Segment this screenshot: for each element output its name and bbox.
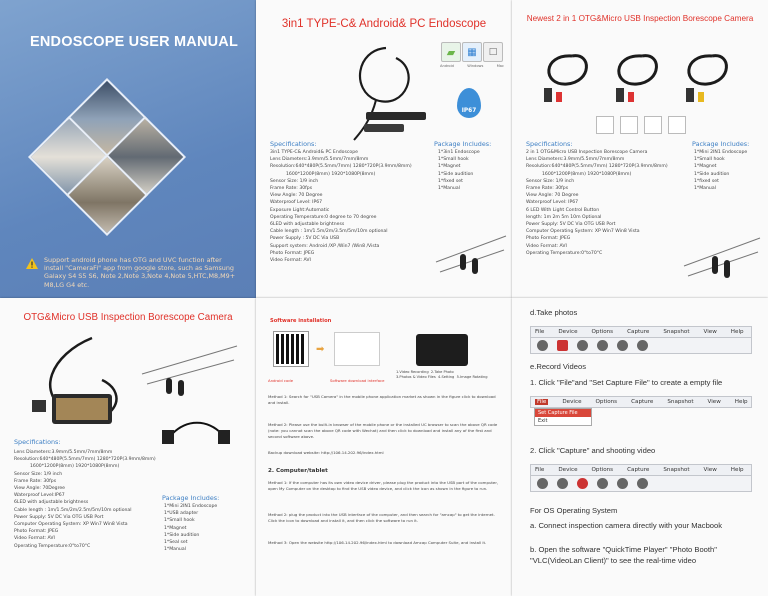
package-item: 1*Side audition	[438, 171, 474, 177]
panel-2in1-borescope	[512, 0, 768, 298]
menu-file[interactable]: File	[535, 467, 545, 473]
spec-item: Exposure Light:Automatic	[270, 207, 330, 213]
otg-borescope-illustration	[12, 334, 242, 450]
hook-magnet-illustration	[682, 230, 762, 286]
spec-item: Resolution:640*480P(5.5mm/7mm) 1280*720P(3.9mm/8mm)	[14, 457, 156, 463]
panel2-package-heading: Package Includes:	[434, 140, 492, 148]
panel4-spec-list	[14, 449, 156, 550]
menu-item-set-capture-file[interactable]: Set Capture File	[535, 409, 591, 417]
os-step-a: a. Connect inspection camera directly with your Macbook	[530, 521, 723, 530]
menu-view[interactable]: View	[703, 467, 717, 473]
package-item: 1*Manual	[164, 547, 186, 553]
panel4-package-list	[164, 503, 217, 553]
menu-view[interactable]: View	[707, 399, 721, 405]
computer-method1-text: Method 1: If the computer has its own video device driver, please plug the product into the USB port of the computer, open My Computer on the desktop to find the USB video device, and click the icon as shown in the figure to run.	[268, 480, 499, 491]
menu-bar-3	[530, 464, 752, 476]
callout-item: 1.Video Recording	[396, 370, 429, 374]
snapshot-icon[interactable]	[557, 340, 568, 351]
spec-item: Resolution:640*480P(5.5mm/7mm) 1280*720P(3.9mm/8mm)	[526, 164, 668, 170]
menu-capture[interactable]: Capture	[631, 399, 654, 405]
package-item: 1*Small hook	[438, 157, 469, 163]
step2-text: 2. Click "Capture" and shooting video	[530, 446, 656, 455]
spec-item: Waterproof Level: IP67	[270, 200, 323, 206]
qr-label-android: Android code	[268, 378, 294, 383]
panel3-package-heading: Package Includes:	[692, 140, 750, 148]
menu-device[interactable]: Device	[562, 399, 582, 405]
toolbar-1	[530, 338, 752, 354]
spec-item: Computer Operating System: XP Win7 Win8 Vista	[14, 522, 128, 528]
panel3-package-list	[694, 149, 747, 192]
pause-icon[interactable]	[617, 478, 628, 489]
os-label-mac: Mac	[496, 64, 504, 68]
package-item: 1*Mini 2IN1 Endoscope	[694, 150, 748, 155]
spec-item: Video Format: AVI	[526, 243, 567, 249]
panel-otg-borescope	[0, 298, 256, 596]
menu-help[interactable]: Help	[734, 399, 748, 405]
package-item: 1*Side audition	[694, 171, 730, 177]
spec-item: Lens Diameters:3.9mm/5.5mm/7mm/8mm	[14, 450, 113, 455]
mac-icon: □	[483, 42, 503, 62]
menu-options[interactable]: Options	[595, 399, 618, 405]
package-item: 1*Magnet	[694, 164, 717, 170]
spec-item: 6LED with adjustable brightness	[14, 500, 89, 506]
record-icon[interactable]	[577, 340, 588, 351]
snapshot-icon[interactable]	[557, 478, 568, 489]
menu-device[interactable]: Device	[558, 467, 578, 473]
computer-method3-text: Method 3: Open the website http://106.14.202.96/index.html to download Amcap Computer Suite, and install it.	[268, 540, 487, 545]
package-item: 1*fixed set	[438, 178, 463, 184]
take-photos-heading: d.Take photos	[530, 308, 578, 317]
menu-options[interactable]: Options	[591, 329, 614, 335]
warning-icon	[26, 258, 38, 269]
spec-item: Photo Format: JPEG	[14, 529, 59, 535]
user-icon[interactable]	[537, 340, 548, 351]
method1-text: Method 1: Search for "USB Camera" in the mobile phone application market as shown in the figure click to download and install.	[268, 394, 496, 405]
spec-item: Power Supply: 5V DC Via OTG USB Port	[526, 222, 616, 228]
file-dropdown	[534, 408, 592, 426]
spec-item: Sensor Size: 1/9 inch	[14, 471, 63, 477]
spec-item: Waterproof Level:IP67	[14, 493, 65, 499]
pause-icon[interactable]	[617, 340, 628, 351]
menu-capture[interactable]: Capture	[627, 467, 650, 473]
qr-label-download: Software download interface	[330, 378, 385, 383]
panel4-title: OTG&Micro USB Inspection Borescope Camera	[23, 312, 233, 323]
step1-text: 1. Click "File"and "Set Capture File" to create a empty file	[530, 378, 723, 387]
spec-item: Waterproof Level: IP67	[526, 200, 579, 206]
panel-capture-instructions	[512, 298, 768, 596]
backup-download-text: Backup download website: http://106.14.202.96/index.html	[268, 450, 384, 455]
computer-method2-text: Method 2: plug the product into the USB interface of the computer, and then search for "amcap" to get the internet. Click the icon to download and install it, and then click the software to run it.	[268, 512, 495, 523]
panel2-title: 3in1 TYPE-C& Android& PC Endoscope	[281, 18, 487, 30]
ip67-drop-icon	[457, 88, 481, 118]
stop-icon[interactable]	[637, 340, 648, 351]
menu-snapshot[interactable]: Snapshot	[667, 399, 694, 405]
spec-item: Cable length : 1m/1.5m/2m/3.5m/5m/10m optional	[270, 229, 388, 235]
cover-note: Support android phone has OTG and UVC function after install "CameraFi" app from google store, such as Samsung Galaxy S4 S5 S6, Note 2,Note 3,Note 4,Note 5,HTC,M8,M9+ M8,LG G4 etc.	[44, 256, 236, 289]
spec-item: Video Format: AVI	[14, 536, 55, 542]
os-step-b: b. Open the software "QuickTime Player" "Photo Booth" "VLC(VideoLan Client)" to see the real-time video	[530, 545, 717, 565]
spec-item: Video Format: AVI	[270, 258, 311, 264]
spec-item: Cable length : 1m/1.5m/2m/2.5m/5m/10m optional	[14, 507, 132, 513]
panel2-package-list	[438, 149, 480, 192]
menu-item-exit[interactable]: Exit	[538, 418, 548, 424]
spec-item: Lens Diameters:3.9mm/5.5mm/7mm/8mm	[526, 157, 625, 163]
package-item: 1*Manual	[438, 186, 460, 192]
spec-item: 1600*1200P(8mm) 1920*1080P(8mm)	[286, 171, 376, 177]
spec-item: 3in1 TYPE-C& Android& PC Endoscope	[270, 150, 358, 155]
stop-icon[interactable]	[637, 478, 648, 489]
package-item: 1*Mini 2IN1 Endoscope	[164, 504, 218, 509]
spec-item: Power Supply : 5V DC Via USB	[270, 236, 340, 242]
menu-bar-1	[530, 326, 752, 338]
capture-icon[interactable]	[577, 478, 588, 489]
toolbar-3	[530, 476, 752, 492]
menu-snapshot[interactable]: Snapshot	[663, 329, 690, 335]
spec-item: Lens Diameters:3.9mm/5.5mm/7mm/8mm	[270, 157, 369, 163]
endoscope-coil-illustration	[346, 40, 428, 144]
spec-item: 2 in 1 OTG&Micro USB Inspection Borescope Camera	[526, 150, 648, 155]
package-item: 1*Magnet	[438, 164, 461, 170]
package-item: 1*Small hook	[694, 157, 725, 163]
computer-heading: 2. Computer/tablet	[268, 468, 328, 474]
spec-item: 6LED with adjustable brightness	[270, 222, 345, 228]
os-heading: For OS Operating System	[530, 506, 618, 515]
spec-item: Sensor Size: 1/9 inch	[526, 178, 575, 184]
panel3-spec-list	[526, 149, 668, 257]
led-icon	[620, 116, 638, 134]
user-icon[interactable]	[537, 478, 548, 489]
package-item: 1*Side audition	[164, 532, 200, 538]
panel3-title: Newest 2 in 1 OTG&Micro USB Inspection Borescope Camera	[526, 14, 754, 23]
ip67-label: IP67	[461, 108, 477, 114]
android-icon: ▰	[441, 42, 461, 62]
spec-item: Frame Rate: 30fps	[14, 478, 57, 484]
spec-item: 6 LED With Light Control Button	[526, 207, 600, 213]
spec-item: Photo Format: JPEG	[526, 236, 571, 242]
panel2-spec-list	[270, 149, 412, 264]
arrow-icon: ➡	[316, 344, 325, 355]
callout-item: 4.Setting	[438, 375, 455, 380]
record-videos-heading: e.Record Videos	[530, 362, 587, 371]
spec-item: Photo Format: JPEG	[270, 250, 315, 256]
package-item: 1*fixed set	[694, 178, 719, 184]
package-item: 1*Magnet	[164, 525, 187, 531]
cover-panel	[0, 0, 256, 298]
menu-file-active[interactable]: File	[537, 399, 547, 405]
spec-item: 1600*1200P(8mm) 1920*1080P(8mm)	[30, 464, 120, 470]
install-heading: Software installation	[270, 318, 332, 324]
panel4-spec-heading: Specifications:	[14, 438, 61, 446]
panel-3in1-endoscope	[256, 0, 512, 298]
menu-file[interactable]: File	[535, 329, 545, 335]
os-label-windows: Windows	[467, 64, 484, 68]
package-item: 1*Manual	[694, 186, 716, 192]
cover-title: ENDOSCOPE USER MANUAL	[30, 34, 239, 50]
menu-help[interactable]: Help	[730, 329, 744, 335]
spec-item: Resolution:640*480P(5.5mm/7mm) 1280*720P(3.9mm/8mm)	[270, 164, 412, 170]
accessories-illustration	[434, 232, 508, 286]
borescope-cables-illustration	[532, 36, 752, 114]
spec-item: Operating Temperature:0°to70°C	[526, 250, 603, 256]
callout-item: 2.Take Photo	[430, 370, 454, 374]
menu-view[interactable]: View	[703, 329, 717, 335]
spec-item: 1600*1200P(8mm) 1920*1080P(8mm)	[542, 171, 632, 177]
panel4-package-heading: Package Includes:	[162, 494, 220, 502]
windows-icon: ▦	[462, 42, 482, 62]
panel-software-installation	[256, 298, 512, 596]
package-item: 1*Small hook	[164, 518, 195, 524]
video-icon[interactable]	[597, 478, 608, 489]
spec-item: View Angle: 70 Degree	[526, 193, 579, 199]
panel2-spec-heading: Specifications:	[270, 140, 317, 148]
spec-item: View Angle: 70 Degree	[270, 193, 323, 199]
spec-item: Power Supply: 5V DC Via OTG USB Port	[14, 514, 104, 520]
menu-bar-2	[530, 396, 752, 408]
menu-device[interactable]: Device	[558, 329, 578, 335]
waterproof-icon	[596, 116, 614, 134]
feature-icons	[596, 116, 686, 134]
video-icon[interactable]	[597, 340, 608, 351]
spec-item: Frame Rate: 30fps	[270, 186, 313, 192]
package-item: 1*USB adapter	[164, 511, 199, 517]
android-qr-code	[274, 332, 308, 366]
menu-snapshot[interactable]: Snapshot	[663, 467, 690, 473]
spec-item: Computer Operating System: XP Win7 Win8 Vista	[526, 229, 640, 235]
download-interface-screenshot	[334, 332, 380, 366]
camera-icon	[644, 116, 662, 134]
spec-item: View Angle: 70Degree	[14, 486, 66, 492]
spec-item: length: 1m 2m 5m 10m Optional	[526, 214, 602, 220]
phone-app-screenshot	[416, 334, 468, 366]
menu-capture[interactable]: Capture	[627, 329, 650, 335]
spec-item: Operating Temperature:0 degree to 70 degree	[270, 214, 377, 220]
spec-item: Frame Rate: 30fps	[526, 186, 569, 192]
spec-item: Support system: Android /XP /Win7 /Win8 /Vista	[270, 243, 380, 249]
spec-item: Sensor Size: 1/9 inch	[270, 178, 319, 184]
usb-icon	[668, 116, 686, 134]
menu-options[interactable]: Options	[591, 467, 614, 473]
method2-text: Method 2: Please use the built-in browser of the mobile phone or the installed UC browser to scan the above QR code (note: you cannot scan the above QR code with Wechat) and then click to download and install any of the first and second software above.	[268, 422, 498, 439]
callout-item: 3.Photos & Video Files	[396, 375, 436, 380]
menu-help[interactable]: Help	[730, 467, 744, 473]
panel3-spec-heading: Specifications:	[526, 140, 573, 148]
package-item: 1*3in1 Endoscope	[438, 150, 480, 155]
os-label-android: Android	[440, 64, 454, 68]
package-item: 1*Seal set	[164, 540, 188, 546]
spec-item: Operating Temperature:0°to70°C	[14, 543, 91, 549]
callout-item: 5.Image Rotating	[456, 375, 488, 380]
app-callouts	[396, 370, 506, 381]
